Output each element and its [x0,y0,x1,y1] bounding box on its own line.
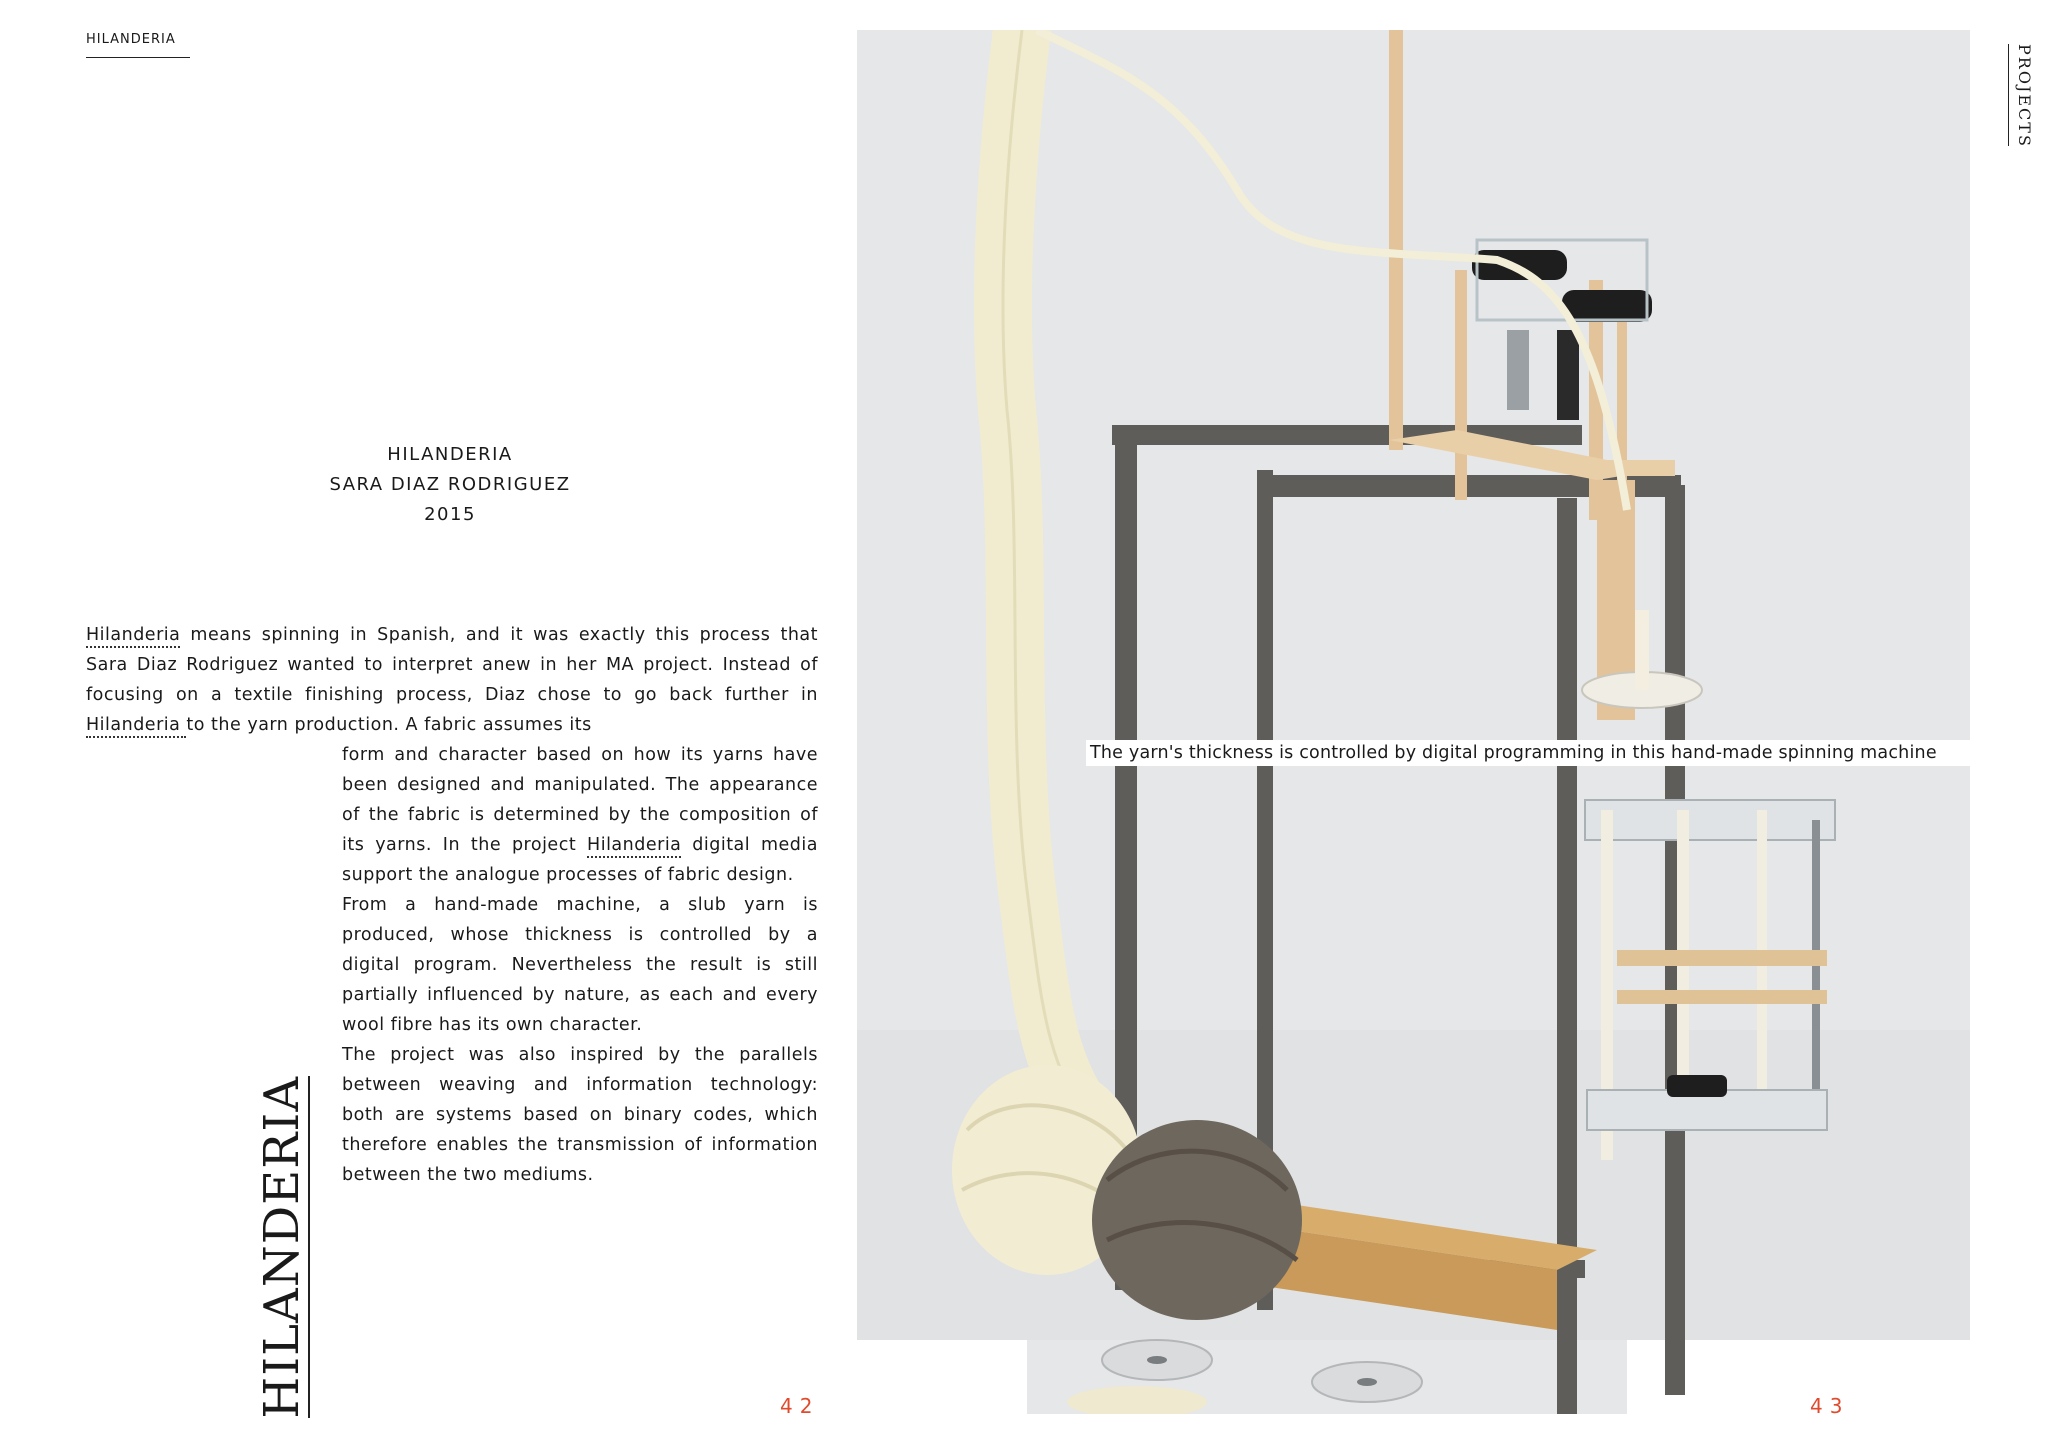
project-title: HILANDERIA [387,444,513,465]
title-block [300,440,600,530]
body-column [342,740,818,1190]
project-year: 2015 [424,504,476,525]
photo-caption: The yarn's thickness is controlled by digital programming in this hand-made spinning machine [1086,740,1974,766]
intro-text-2: to the yarn production. A fabric assumes its [186,715,592,735]
intro-text-1: means spinning in Spanish, and it was exactly this process that Sara Diaz Rodriguez wanted to interpret anew in her MA project. Instead of focusing on a textile finishing process, Diaz chose to go back further in [86,625,818,705]
intro-paragraph [86,620,818,740]
paragraph-fabric-text-2: digital media support the analogue processes of fabric design. [342,835,818,885]
paragraph-fabric [342,740,818,890]
section-tab: PROJECTS [2008,44,2034,146]
vertical-title [256,1076,310,1418]
running-header: HILANDERIA [86,32,190,58]
hilanderia-link[interactable]: Hilanderia [86,625,180,648]
paragraph-fabric-text-1: form and character based on how its yarns have been designed and manipulated. The appearance of the fabric is determined by the composition of its yarns. In the project [342,745,818,855]
paragraph-inspiration: The project was also inspired by the parallels between weaving and information technology: both are systems based on binary codes, which therefore enables the transmission of information between the two mediums. [342,1045,818,1185]
page-number-left: 42 [780,1394,820,1418]
hilanderia-link[interactable]: Hilanderia [587,835,681,858]
page-number-right: 43 [1810,1394,1850,1418]
vertical-title-text: HILANDERIA [254,1076,310,1419]
spinning-machine-photo [857,30,1970,1414]
project-author: SARA DIAZ RODRIGUEZ [329,474,571,495]
hilanderia-link[interactable]: Hilanderia [86,715,186,738]
paragraph-machine: From a hand-made machine, a slub yarn is produced, whose thickness is controlled by a digital program. Nevertheless the result is still partially influenced by nature, as each and every wool fibre has its own character. [342,895,818,1035]
